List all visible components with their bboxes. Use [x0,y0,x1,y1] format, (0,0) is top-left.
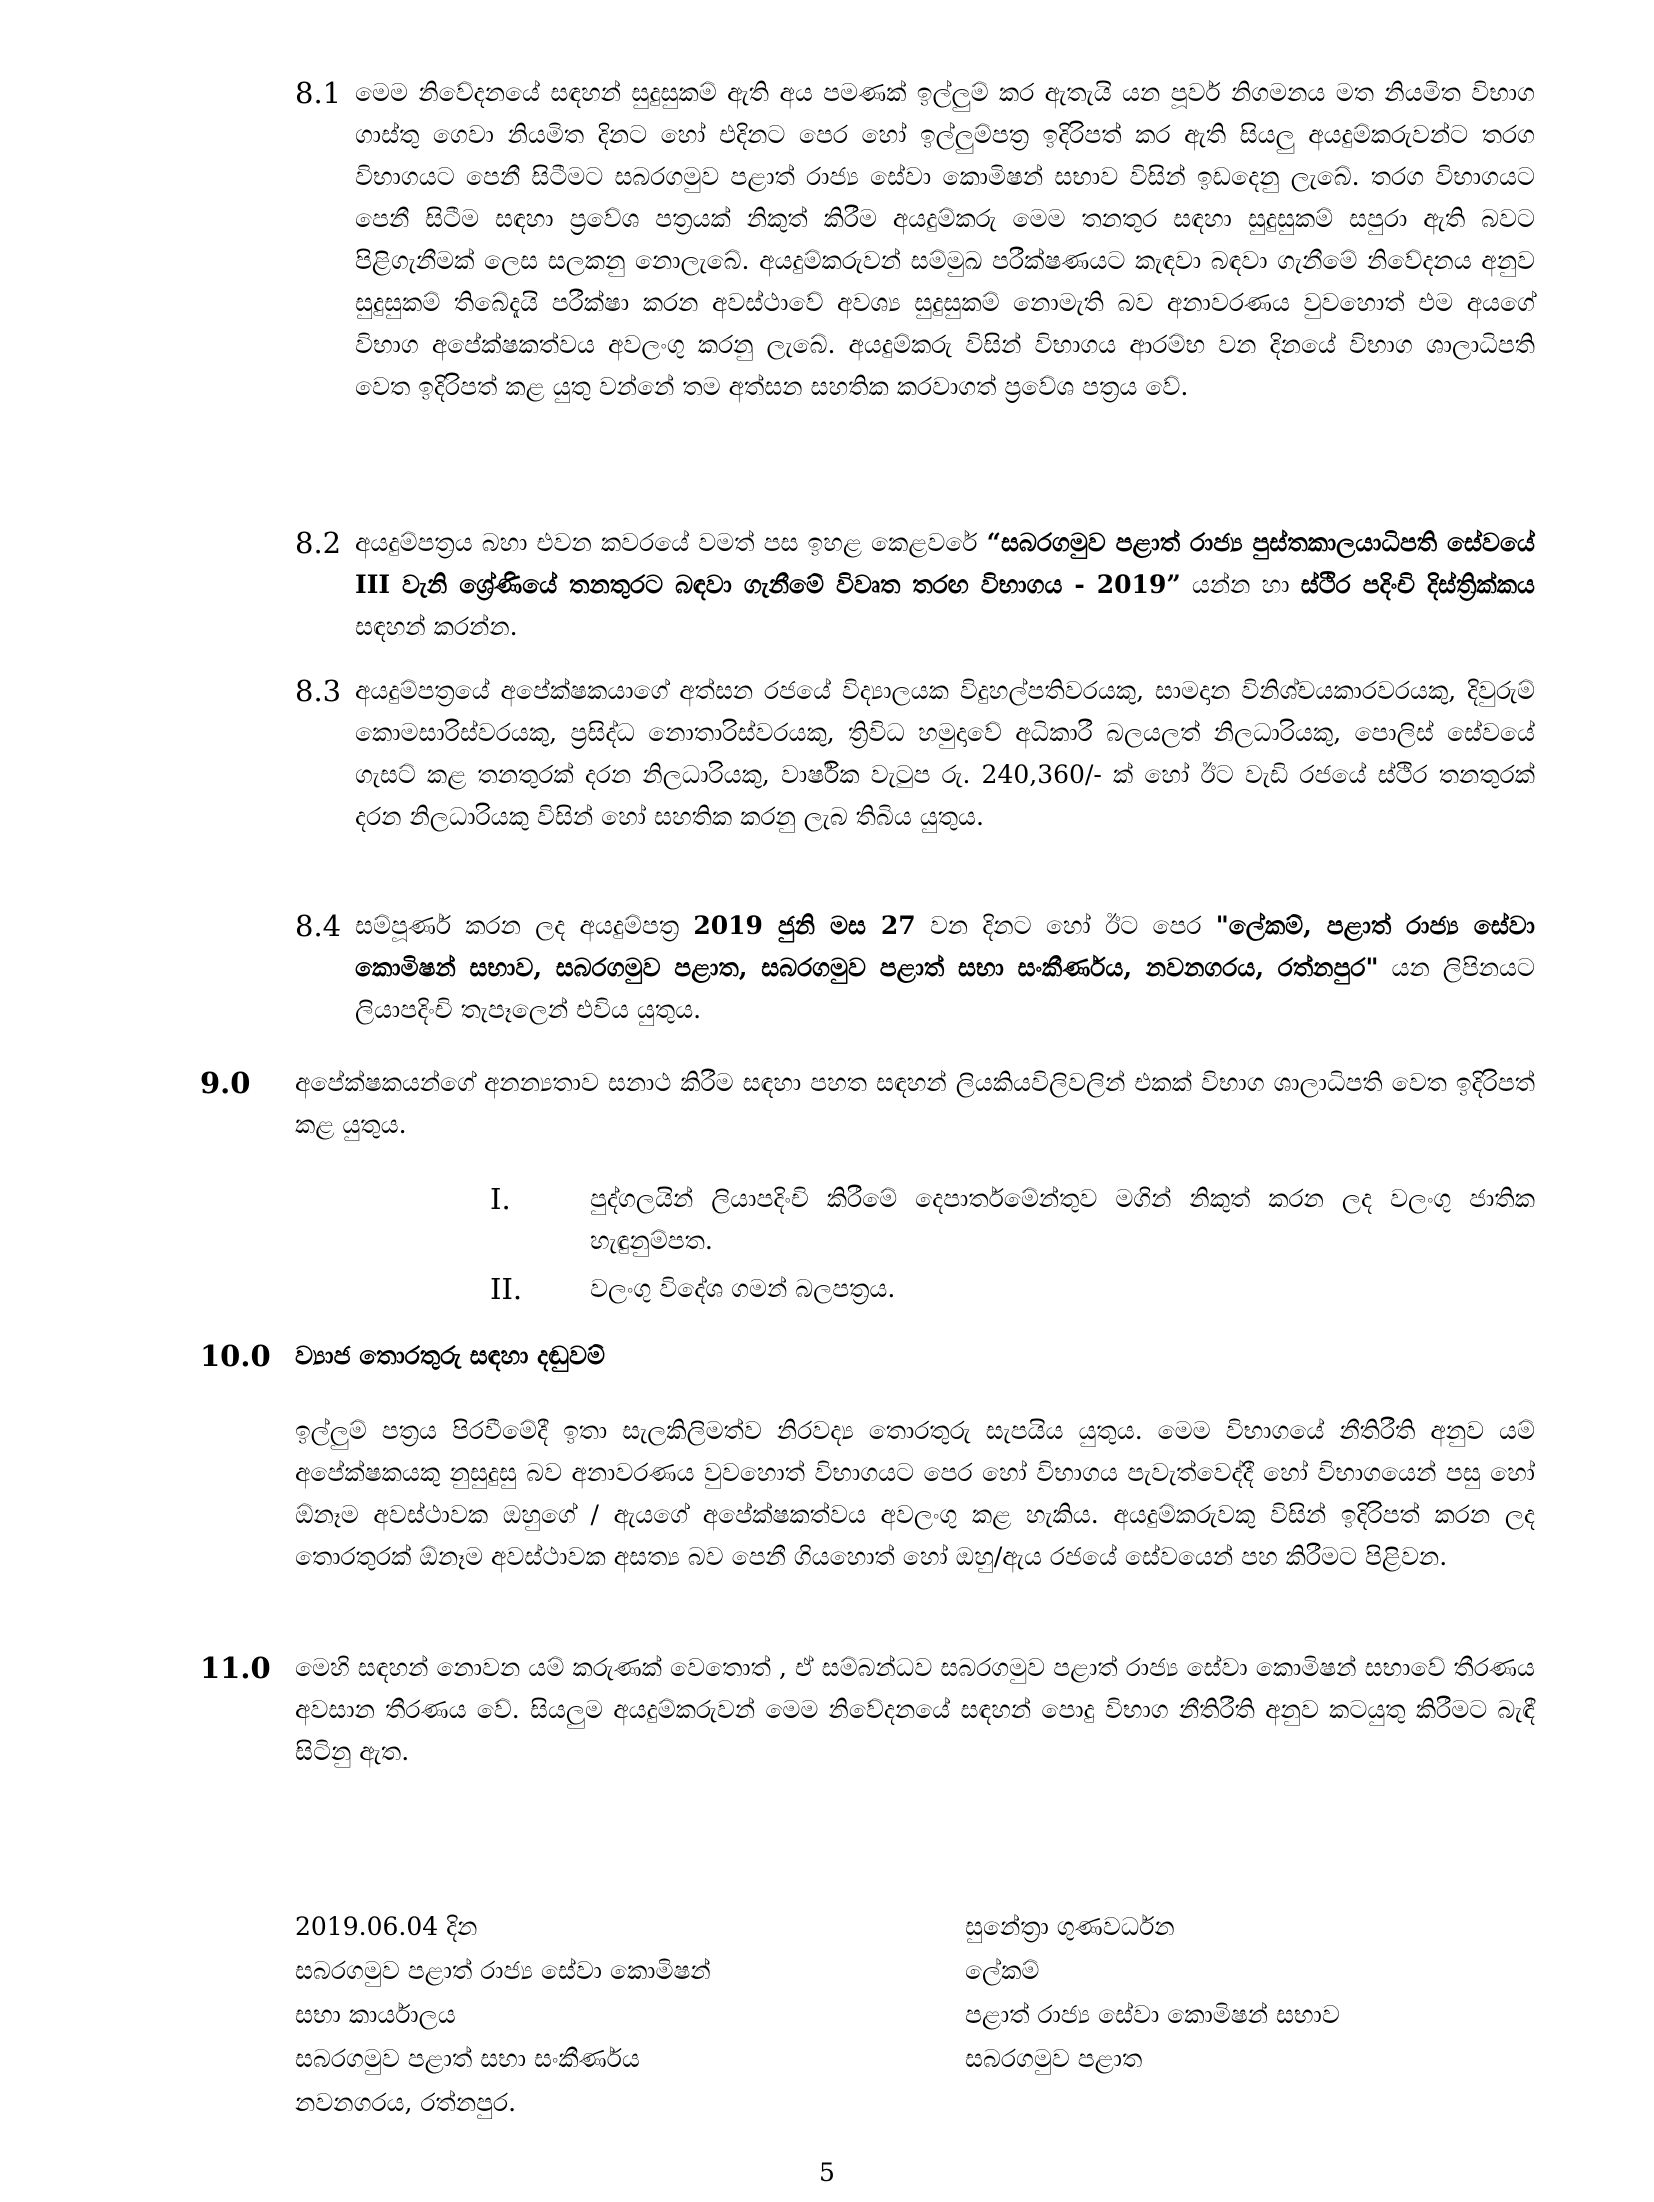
bold-text-run: 2019 ජුනි මස 27 [693,911,916,940]
office-line: සභා කාර්යාලය [295,2000,456,2029]
clause-text [355,905,1535,1031]
section-text: අපේක්ෂකයන්ගේ අනන්‍යතාව සනාථ කිරීම සඳහා පහත සඳහන් ලියකියවිලිවලින් එකක් විභාග ශාලාධිපති වෙත ඉදිරිපත් කළ යුතුය. [295,1068,1535,1139]
office-line: සබරගමුව පළාත් රාජ්‍ය සේවා කොමිෂන් [295,1956,711,1985]
clause-number: 8.2 [295,526,342,560]
section-title: ව්‍යාජ තොරතුරු සඳහා දඬුවම් [295,1341,605,1370]
text-run: සම්පූර්ණ කරන ලද අයදුම්පත්‍ර [355,911,694,940]
list-item-2 [490,1268,1535,1310]
signatory-title: ලේකම් [965,1956,1040,1985]
section-11 [200,1647,1535,1773]
list-item-text: පුද්ගලයින් ලියාපදිංචි කිරීමේ දෙපාර්තමේන්තුව මගින් නිකුත් කරන ලද වලංගු ජාතික හැඳුනුම්පත. [590,1184,1535,1255]
clause-8-2 [295,522,1535,648]
section-number: 11.0 [200,1651,271,1685]
clause-8-1 [295,72,1535,408]
section-number: 9.0 [200,1066,251,1100]
list-item-1 [490,1178,1535,1262]
bold-text-run: ස්ථිර පදිංචි දිස්ත්‍රික්කය [1300,570,1535,599]
list-item-number: I. [490,1182,511,1216]
bold-text-run: "ලේකම්, පළාත් රාජ්‍ය සේවා කොමිෂන් සභාව, සබරගමුව පළාත, සබරගමුව පළාත් සභා සංකීර්ණය, නවනගරය, රත්නපුර" [355,911,1535,982]
text-run: සඳහන් කරන්න. [355,612,518,641]
text-run: යන්න හා [1180,570,1301,599]
list-item-text: වලංගු විදේශ ගමන් බලපත්‍රය. [590,1274,896,1303]
text-run: අයදුම්පත්‍රය බහා එවන කවරයේ වමත් පස ඉහළ කෙළවරේ [355,528,987,557]
clause-number: 8.3 [295,674,342,708]
section-10-text: ඉල්ලුම් පත්‍රය පිරවීමේදී ඉතා සැලකිලිමත්ව නිරවද්‍ය තොරතුරු සැපයිය යුතුය. මෙම විභාගයේ නීතිරීති අනුව යම් අපේක්ෂකයකු නුසුදුසු බව අනාවරණය වුවහොත් විභාගයට පෙර හෝ විභාගය පැවැත්වෙද්දී හෝ විභාගයෙන් පසු හෝ ඕනෑම අවස්ථාවක ඔහුගේ / ඇයගේ අපේක්ෂකත්වය අවලංගු කළ හැකිය. අයදුම්කරුවකු විසින් ඉදිරිපත් කරන ලද තොරතුරක් ඕනෑම අවස්ථාවක අසත්‍ය බව පෙනී ගියහොත් හෝ ඔහු/ඇය රජයේ සේවයෙන් පහ කිරීමට පිළිවන. [295,1416,1535,1571]
section-10-heading [200,1335,1535,1377]
address-line: නවනගරය, රත්නපුර. [295,2088,517,2117]
signatory-name: සුනේත්‍රා ගුණවර්ධන [965,1912,1175,1941]
text-run: යන ලිපිනයට ලියාපදිංචි තැපෑලෙන් එවිය යුතුය. [355,953,1536,1024]
date-line: 2019.06.04 දින [295,1912,478,1941]
section-text: මෙහි සඳහන් නොවන යම් කරුණක් වෙතොත් , ඒ සම්බන්ධව සබරගමුව පළාත් රාජ්‍ය සේවා කොමිෂන් සභාවේ තීරණය අවසාන තීරණය වේ. සියලුම අයදුම්කරුවන් මෙම නිවේදනයේ සඳහන් පොදු විභාග නීතිරීති අනුව කටයුතු කිරීමට බැඳී සිටිනු ඇත. [295,1653,1535,1766]
list-item-number: II. [490,1272,523,1306]
clause-text: අයදුම්පත්‍රයේ අපේක්ෂකයාගේ අත්සන රජයේ විද්‍යාලයක විදුහල්පතිවරයකු, සාමදාන විනිශ්චයකාරවරයකු, දිවුරුම් කොමසාරිස්වරයකු, ප්‍රසිද්ධ නොතාරිස්වරයකු, ත්‍රිවිධ හමුදාවේ අධිකාරී බලයලත් නිලධාරියකු, පොලිස් සේවයේ ගැසට් කළ තනතුරක් දරන නිලධාරියකු, වාර්ෂික වැටුප රු. 240,360/- ක් හෝ ඊට වැඩි රජයේ ස්ථිර තනතුරක් දරන නිලධාරියකු විසින් හෝ සහතික කරනු ලැබ තිබිය යුතුය. [355,676,1535,831]
clause-number: 8.4 [295,909,342,943]
signature-block-right [965,1905,1525,2081]
organization-line: සබරගමුව පළාත [965,2044,1143,2073]
clause-8-3 [295,670,1535,838]
clause-text [355,522,1535,648]
organization-line: පළාත් රාජ්‍ය සේවා කොමිෂන් සභාව [965,2000,1340,2029]
bold-text-run: “සබරගමුව පළාත් රාජ්‍ය පුස්තකාලයාධිපති සේවයේ III වැනි ශ්‍රේණියේ තනතුරට බඳවා ගැනීමේ විවෘත තරඟ විභාගය - 2019” [355,528,1535,599]
page-number: 5 [819,2158,835,2187]
section-number: 10.0 [200,1339,271,1373]
signature-block-left [295,1905,855,2125]
section-9 [200,1062,1535,1146]
clause-number: 8.1 [295,76,342,110]
clause-text: මෙම නිවේදනයේ සඳහන් සුදුසුකම් ඇති අය පමණක් ඉල්ලුම් කර ඇතැයි යන පූර්ව නිගමනය මත නියමිත විභාග ගාස්තු ගෙවා නියමිත දිනට හෝ එදිනට පෙර හෝ ඉල්ලුම්පත්‍ර ඉදිරිපත් කර ඇති සියලු අයදුම්කරුවන්ට තරග විභාගයට පෙනී සිටීමට සබරගමුව පළාත් රාජ්‍ය සේවා කොමිෂන් සභාව විසින් ඉඩදෙනු ලැබේ. තරග විභාගයට පෙනී සිටීම සඳහා ප්‍රවේශ පත්‍රයක් නිකුත් කිරීම අයදුම්කරු මෙම තනතුර සඳහා සුදුසුකම් සපුරා ඇති බවට පිළිගැනීමක් ලෙස සලකනු නොලැබේ. අයදුම්කරුවන් සම්මුඛ පරීක්ෂණයට කැඳවා බඳවා ගැනීමේ නිවේදනය අනුව සුදුසුකම් තිබේදැයි පරීක්ෂා කරන අවස්ථාවේ අවශ්‍ය සුදුසුකම් නොමැති බව අනාවරණය වුවහොත් එම අයගේ විභාග අපේක්ෂකත්වය අවලංගු කරනු ලැබේ. අයදුම්කරු විසින් විභාගය ආරම්භ වන දිනයේ විභාග ශාලාධිපති වෙත ඉදිරිපත් කළ යුතු වන්නේ තම අත්සන සහතික කරවාගත් ප්‍රවේශ පත්‍රය වේ. [355,78,1535,401]
address-line: සබරගමුව පළාත් සභා සංකීර්ණය [295,2044,640,2073]
clause-8-4 [295,905,1535,1031]
text-run: වන දිනට හෝ ඊට පෙර [915,911,1216,940]
